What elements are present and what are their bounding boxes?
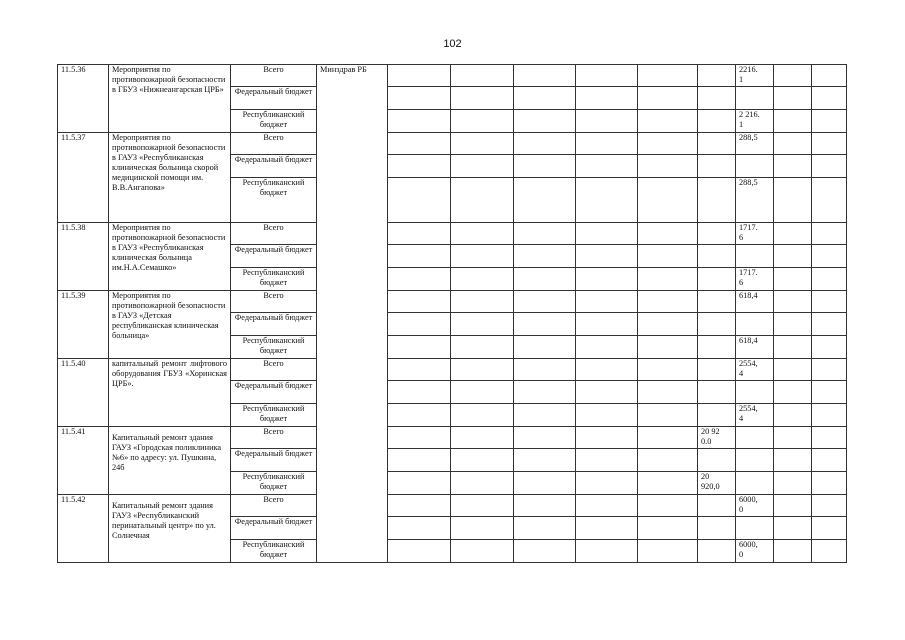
value-cell — [638, 268, 698, 291]
value-cell — [576, 404, 638, 427]
value-cell — [451, 427, 514, 449]
funding-source: Федеральный бюджет — [231, 517, 317, 540]
value-cell — [774, 404, 812, 427]
value-cell-2022: 288,5 — [736, 178, 774, 223]
measure-name: Мероприятия по противопожарной безопасности в ГАУЗ «Детская республиканская клиническая больница» — [109, 291, 231, 359]
value-cell — [812, 381, 847, 404]
value-cell — [451, 472, 514, 495]
value-cell — [451, 245, 514, 268]
table-row — [58, 359, 882, 381]
value-cell — [774, 133, 812, 155]
funding-source: Федеральный бюджет — [231, 87, 317, 110]
value-cell — [774, 87, 812, 110]
value-cell-2022: 2554, 4 — [736, 359, 774, 381]
funding-source: Всего — [231, 427, 317, 449]
value-cell — [451, 133, 514, 155]
value-cell — [774, 245, 812, 268]
value-cell — [576, 359, 638, 381]
value-cell-2022 — [736, 313, 774, 336]
value-cell — [388, 336, 451, 359]
value-cell — [388, 133, 451, 155]
value-cell — [638, 449, 698, 472]
value-cell-2022: 2 216. 1 — [736, 110, 774, 133]
value-cell — [774, 472, 812, 495]
value-cell-2021: 20 920,0 — [698, 472, 736, 495]
value-cell — [812, 495, 847, 517]
value-cell — [812, 155, 847, 178]
value-cell — [388, 381, 451, 404]
value-cell — [638, 245, 698, 268]
measure-name: Капитальный ремонт здания ГАУЗ «Республиканский перинатальный центр» по ул. Солнечная — [109, 495, 231, 563]
value-cell — [576, 87, 638, 110]
funding-source: Республиканский бюджет — [231, 268, 317, 291]
row-code: 11.5.40 — [58, 359, 109, 427]
value-cell-2021 — [698, 245, 736, 268]
value-cell — [774, 268, 812, 291]
value-cell — [388, 245, 451, 268]
value-cell — [638, 65, 698, 87]
executor: Минздрав РБ — [317, 65, 388, 563]
value-cell — [812, 472, 847, 495]
funding-source: Федеральный бюджет — [231, 381, 317, 404]
row-code: 11.5.38 — [58, 223, 109, 291]
value-cell — [514, 110, 576, 133]
value-cell — [774, 427, 812, 449]
funding-source: Всего — [231, 65, 317, 87]
value-cell — [812, 110, 847, 133]
value-cell — [514, 178, 576, 223]
value-cell — [774, 65, 812, 87]
value-cell — [514, 449, 576, 472]
value-cell-2021 — [698, 517, 736, 540]
value-cell — [451, 223, 514, 245]
value-cell — [774, 540, 812, 563]
value-cell — [514, 291, 576, 313]
value-cell — [514, 313, 576, 336]
value-cell — [774, 155, 812, 178]
value-cell — [638, 110, 698, 133]
value-cell — [576, 65, 638, 87]
row-code: 11.5.39 — [58, 291, 109, 359]
value-cell — [638, 517, 698, 540]
value-cell — [774, 336, 812, 359]
budget-table — [57, 64, 882, 563]
value-cell-2021 — [698, 223, 736, 245]
value-cell — [576, 517, 638, 540]
value-cell-2021 — [698, 65, 736, 87]
value-cell — [388, 517, 451, 540]
value-cell-2022 — [736, 87, 774, 110]
value-cell-2021 — [698, 540, 736, 563]
value-cell — [576, 110, 638, 133]
funding-source: Федеральный бюджет — [231, 155, 317, 178]
funding-source: Всего — [231, 223, 317, 245]
value-cell — [638, 223, 698, 245]
value-cell — [638, 472, 698, 495]
value-cell — [812, 65, 847, 87]
value-cell — [388, 404, 451, 427]
value-cell-2021 — [698, 87, 736, 110]
value-cell-2021 — [698, 268, 736, 291]
value-cell-2022: 2554, 4 — [736, 404, 774, 427]
value-cell — [576, 223, 638, 245]
value-cell — [638, 313, 698, 336]
value-cell — [514, 268, 576, 291]
value-cell — [451, 359, 514, 381]
value-cell-2022: 618,4 — [736, 336, 774, 359]
value-cell — [514, 155, 576, 178]
row-code: 11.5.42 — [58, 495, 109, 563]
value-cell — [514, 495, 576, 517]
value-cell — [388, 472, 451, 495]
value-cell — [514, 472, 576, 495]
value-cell-2022 — [736, 381, 774, 404]
value-cell-2021 — [698, 495, 736, 517]
value-cell — [451, 313, 514, 336]
value-cell — [576, 245, 638, 268]
value-cell — [388, 268, 451, 291]
table-row — [58, 223, 882, 245]
value-cell — [576, 472, 638, 495]
value-cell-2022 — [736, 245, 774, 268]
value-cell — [388, 87, 451, 110]
value-cell — [812, 268, 847, 291]
table-row — [58, 495, 882, 517]
table-row — [58, 427, 882, 449]
value-cell — [638, 155, 698, 178]
value-cell — [638, 178, 698, 223]
value-cell — [451, 449, 514, 472]
value-cell-2021 — [698, 291, 736, 313]
value-cell — [638, 87, 698, 110]
value-cell — [812, 87, 847, 110]
funding-source: Федеральный бюджет — [231, 449, 317, 472]
measure-name: капитальный ремонт лифтового оборудования ГБУЗ «Хоринская ЦРБ». — [109, 359, 231, 427]
value-cell — [774, 359, 812, 381]
value-cell-2021 — [698, 155, 736, 178]
value-cell — [514, 359, 576, 381]
value-cell-2022: 6000, 0 — [736, 495, 774, 517]
value-cell — [576, 540, 638, 563]
value-cell — [388, 427, 451, 449]
table-row — [58, 65, 882, 87]
value-cell — [638, 495, 698, 517]
value-cell-2022 — [736, 517, 774, 540]
value-cell-2022 — [736, 155, 774, 178]
value-cell — [638, 540, 698, 563]
value-cell — [388, 155, 451, 178]
value-cell — [451, 495, 514, 517]
value-cell-2022: 1717. 6 — [736, 223, 774, 245]
value-cell — [576, 381, 638, 404]
value-cell — [576, 313, 638, 336]
value-cell — [451, 336, 514, 359]
value-cell — [388, 291, 451, 313]
value-cell — [576, 178, 638, 223]
funding-source: Республиканский бюджет — [231, 336, 317, 359]
value-cell — [388, 178, 451, 223]
value-cell — [451, 110, 514, 133]
value-cell — [812, 540, 847, 563]
value-cell — [812, 245, 847, 268]
value-cell — [576, 449, 638, 472]
value-cell — [774, 495, 812, 517]
value-cell — [388, 540, 451, 563]
value-cell — [774, 291, 812, 313]
value-cell — [774, 223, 812, 245]
value-cell — [774, 178, 812, 223]
value-cell — [812, 427, 847, 449]
value-cell — [514, 133, 576, 155]
funding-source: Федеральный бюджет — [231, 245, 317, 268]
value-cell-2021 — [698, 313, 736, 336]
value-cell — [388, 495, 451, 517]
value-cell — [812, 133, 847, 155]
value-cell — [774, 381, 812, 404]
value-cell — [514, 336, 576, 359]
funding-source: Всего — [231, 133, 317, 155]
value-cell — [451, 65, 514, 87]
value-cell — [514, 245, 576, 268]
value-cell — [514, 427, 576, 449]
value-cell — [451, 540, 514, 563]
value-cell — [812, 404, 847, 427]
value-cell — [514, 517, 576, 540]
value-cell — [451, 517, 514, 540]
value-cell — [638, 359, 698, 381]
funding-source: Всего — [231, 291, 317, 313]
value-cell — [812, 449, 847, 472]
funding-source: Республиканский бюджет — [231, 404, 317, 427]
value-cell-2021 — [698, 336, 736, 359]
value-cell — [774, 110, 812, 133]
measure-name: Мероприятия по противопожарной безопасности в ГБУЗ «Нижнеангарская ЦРБ» — [109, 65, 231, 133]
value-cell-2022: 288,5 — [736, 133, 774, 155]
table-row — [58, 133, 882, 155]
value-cell — [451, 178, 514, 223]
value-cell — [514, 65, 576, 87]
value-cell — [451, 291, 514, 313]
value-cell — [638, 133, 698, 155]
value-cell-2021 — [698, 404, 736, 427]
row-code: 11.5.41 — [58, 427, 109, 495]
value-cell-2021: 20 92 0.0 — [698, 427, 736, 449]
measure-name: Мероприятия по противопожарной безопасности в ГАУЗ «Республиканская клиническая больница скорой медицинской помощи им. В.В.Ангапова» — [109, 133, 231, 223]
value-cell — [576, 495, 638, 517]
value-cell — [576, 155, 638, 178]
value-cell — [451, 381, 514, 404]
row-code: 11.5.37 — [58, 133, 109, 223]
value-cell-2022 — [736, 472, 774, 495]
measure-name: Капитальный ремонт здания ГАУЗ «Городская поликлиника №6» по адресу: ул. Пушкина, 24б — [109, 427, 231, 495]
value-cell — [514, 87, 576, 110]
value-cell — [388, 313, 451, 336]
measure-name: Мероприятия по противопожарной безопасности в ГАУЗ «Республиканская клиническая больница им.Н.А.Семашко» — [109, 223, 231, 291]
value-cell — [576, 336, 638, 359]
funding-source: Республиканский бюджет — [231, 540, 317, 563]
value-cell-2021 — [698, 133, 736, 155]
value-cell — [451, 268, 514, 291]
value-cell — [638, 291, 698, 313]
value-cell-2022: 1717. 6 — [736, 268, 774, 291]
value-cell — [774, 517, 812, 540]
value-cell-2022 — [736, 449, 774, 472]
value-cell — [388, 65, 451, 87]
value-cell — [514, 223, 576, 245]
value-cell-2021 — [698, 110, 736, 133]
funding-source: Всего — [231, 495, 317, 517]
value-cell — [514, 540, 576, 563]
row-code: 11.5.36 — [58, 65, 109, 133]
value-cell — [774, 313, 812, 336]
page-number: 102 — [443, 38, 462, 50]
value-cell — [388, 449, 451, 472]
value-cell-2021 — [698, 359, 736, 381]
value-cell — [576, 268, 638, 291]
value-cell — [451, 404, 514, 427]
value-cell — [812, 336, 847, 359]
value-cell — [451, 155, 514, 178]
value-cell — [576, 291, 638, 313]
table-row — [58, 291, 882, 313]
value-cell — [576, 133, 638, 155]
value-cell-2022: 6000, 0 — [736, 540, 774, 563]
value-cell — [774, 449, 812, 472]
value-cell — [638, 404, 698, 427]
value-cell — [451, 87, 514, 110]
value-cell — [638, 381, 698, 404]
value-cell-2022: 2216. 1 — [736, 65, 774, 87]
value-cell-2022: 618,4 — [736, 291, 774, 313]
value-cell — [812, 517, 847, 540]
value-cell — [812, 178, 847, 223]
value-cell — [812, 359, 847, 381]
funding-source: Республиканский бюджет — [231, 110, 317, 133]
value-cell — [514, 381, 576, 404]
value-cell — [388, 223, 451, 245]
funding-source: Федеральный бюджет — [231, 313, 317, 336]
value-cell — [576, 427, 638, 449]
funding-source: Всего — [231, 359, 317, 381]
value-cell — [812, 291, 847, 313]
value-cell — [388, 359, 451, 381]
value-cell-2022 — [736, 427, 774, 449]
value-cell — [812, 313, 847, 336]
value-cell-2021 — [698, 178, 736, 223]
value-cell — [638, 427, 698, 449]
value-cell-2021 — [698, 449, 736, 472]
funding-source: Республиканский бюджет — [231, 472, 317, 495]
value-cell — [514, 404, 576, 427]
value-cell — [638, 336, 698, 359]
value-cell — [812, 223, 847, 245]
value-cell-2021 — [698, 381, 736, 404]
funding-source: Республиканский бюджет — [231, 178, 317, 223]
value-cell — [388, 110, 451, 133]
